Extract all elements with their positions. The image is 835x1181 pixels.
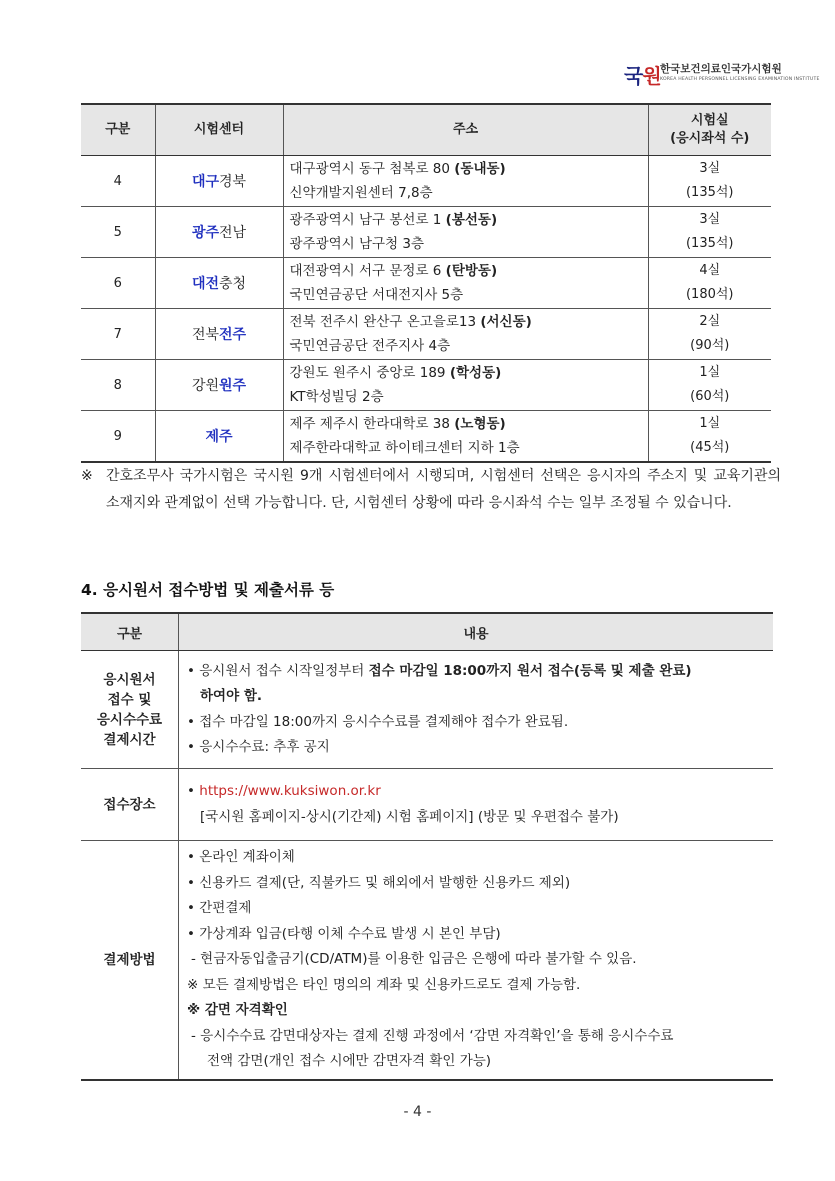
- address-line1: [290, 157, 647, 181]
- kuksiwon-website-link[interactable]: https://www.kuksiwon.or.kr: [199, 783, 381, 799]
- content-line: ※ 모든 결제방법은 타인 명의의 계좌 및 신용카드로도 결제 가능함.: [187, 976, 581, 993]
- content-line: [187, 779, 767, 805]
- page-number: - 4 -: [403, 1104, 432, 1120]
- center-region-suffix: 경북: [219, 174, 247, 190]
- label-line: 응시원서: [103, 671, 156, 688]
- table-row: [81, 258, 771, 309]
- room-count: 4실: [699, 263, 721, 278]
- center-address: [283, 411, 648, 463]
- bullet: •: [187, 783, 200, 799]
- center-city: 전주: [219, 327, 247, 343]
- center-name: [155, 258, 283, 309]
- seat-count: (60석): [690, 389, 730, 404]
- content-line: • 접수 마감일 18:00까지 응시수수료를 결제해야 접수가 완료됨.: [187, 713, 569, 730]
- room-seat-count: [648, 258, 771, 309]
- seat-count: (135석): [685, 236, 734, 251]
- table-header-row: [81, 104, 771, 156]
- seat-count: (135석): [685, 185, 734, 200]
- address-line1: [290, 412, 647, 436]
- row-number: 9: [81, 411, 155, 463]
- center-address: [283, 258, 648, 309]
- center-name: [155, 156, 283, 207]
- address-street: 전북 전주시 완산구 온고을로13: [289, 314, 481, 330]
- center-region-prefix: 강원: [191, 378, 219, 394]
- room-count: 1실: [699, 416, 721, 431]
- logo-mark-char1: 국: [624, 64, 643, 88]
- address-line1: [290, 361, 647, 385]
- center-region-suffix: 전남: [219, 225, 247, 241]
- center-name: [155, 309, 283, 360]
- address-street: 대전광역시 서구 문정로 6: [289, 263, 446, 279]
- center-address: [283, 207, 648, 258]
- room-seat-count: [648, 309, 771, 360]
- center-city: 제주: [205, 429, 233, 445]
- header-content: 내용: [179, 613, 774, 651]
- header-category: 구분: [81, 613, 179, 651]
- application-method-table: [81, 612, 773, 1081]
- room-count: 1실: [699, 365, 721, 380]
- center-name: [155, 411, 283, 463]
- content-line: • 가상계좌 입금(타행 이체 수수료 발생 시 본인 부담): [187, 925, 501, 942]
- header-rooms-line2: (응시좌석 수): [670, 131, 750, 146]
- address-line2: 국민연금공단 서대전지사 5층: [289, 287, 464, 303]
- content-line: • 응시수수료: 추후 공지: [187, 739, 330, 755]
- header-rooms: [648, 104, 771, 156]
- center-address: [283, 360, 648, 411]
- section-title: 4. 응시원서 접수방법 및 제출서류 등: [81, 581, 335, 599]
- center-city: 대전: [191, 276, 219, 292]
- text-span: • 응시원서 접수 시작일정부터: [187, 662, 369, 679]
- content-line: - 응시수수료 감면대상자는 결제 진행 과정에서 ‘감면 자격확인’을 통해 응시수수료: [191, 1027, 674, 1044]
- content-line: 하여야 함.: [200, 688, 262, 704]
- table-row: [81, 207, 771, 258]
- room-seat-count: [648, 156, 771, 207]
- header-center: 시험센터: [155, 104, 283, 156]
- address-street: 대구광역시 동구 첨복로 80: [289, 161, 455, 177]
- address-street: 광주광역시 남구 봉선로 1: [289, 212, 446, 228]
- address-line2: 제주한라대학교 하이테크센터 지하 1층: [289, 440, 520, 456]
- address-dong: (서신동): [480, 314, 532, 330]
- seat-count: (45석): [690, 440, 730, 455]
- bold-span: (등록 및 제출 완료): [573, 662, 692, 679]
- header-rooms-line1: 시험실: [690, 113, 729, 128]
- kuksiwon-logo: [624, 58, 820, 92]
- table-row: [81, 841, 773, 1080]
- header-address: 주소: [283, 104, 648, 156]
- logo-mark-char2: 원: [642, 64, 661, 88]
- address-dong: (동내동): [454, 161, 506, 177]
- row-label-payment: 결제방법: [81, 841, 179, 1080]
- logo-english-name: KOREA HEALTH PERSONNEL LICENSING EXAMINATION INSTITUTE: [660, 77, 820, 82]
- exam-center-note: [81, 463, 781, 517]
- label-line: 결제시간: [103, 731, 156, 748]
- row-number: 4: [81, 156, 155, 207]
- table-row: [81, 651, 773, 769]
- address-dong: (봉선동): [445, 212, 498, 228]
- center-name: [155, 207, 283, 258]
- label-line: 응시수수료: [96, 711, 163, 728]
- address-street: 강원도 원주시 중앙로 189: [289, 365, 450, 381]
- center-name: [155, 360, 283, 411]
- row-number: 6: [81, 258, 155, 309]
- room-count: 3실: [699, 161, 721, 176]
- header-category: 구분: [81, 104, 155, 156]
- logo-mark: [624, 60, 661, 89]
- bold-span: 접수 마감일 18:00까지 원서 접수: [368, 662, 574, 679]
- content-line: [187, 659, 767, 685]
- table-header-row: [81, 613, 773, 651]
- row-number: 7: [81, 309, 155, 360]
- center-city: 대구: [191, 174, 219, 190]
- table-row: [81, 156, 771, 207]
- address-dong: (학성동): [449, 365, 502, 381]
- content-line: • 간편결제: [187, 900, 252, 916]
- address-line2: KT학성빌딩 2층: [289, 389, 384, 405]
- content-line: - 현금자동입출금기(CD/ATM)를 이용한 입금은 은행에 따라 불가할 수 있음.: [191, 951, 637, 967]
- center-city: 광주: [191, 225, 219, 241]
- seat-count: (180석): [685, 287, 734, 302]
- room-seat-count: [648, 207, 771, 258]
- center-region-prefix: 전북: [191, 327, 219, 343]
- table-row: [81, 769, 773, 841]
- room-seat-count: [648, 411, 771, 463]
- exam-center-table: [81, 103, 771, 463]
- center-city: 원주: [219, 378, 247, 394]
- address-line2: 광주광역시 남구청 3층: [289, 236, 425, 252]
- row-number: 5: [81, 207, 155, 258]
- address-line2: 신약개발지원센터 7,8층: [289, 185, 433, 201]
- content-line: ※ 감면 자격확인: [187, 1002, 288, 1018]
- center-region-suffix: 충청: [219, 276, 247, 292]
- row-content-location: [179, 769, 774, 841]
- row-content-payment: [179, 841, 774, 1080]
- address-dong: (탄방동): [445, 263, 498, 279]
- seat-count: (90석): [690, 338, 730, 353]
- row-number: 8: [81, 360, 155, 411]
- label-line: 접수 및: [107, 691, 152, 708]
- center-address: [283, 156, 648, 207]
- logo-name: 한국보건의료인국가시험원: [660, 63, 782, 75]
- row-label-location: 접수장소: [81, 769, 179, 841]
- room-seat-count: [648, 360, 771, 411]
- content-line: 전액 감면(개인 접수 시에만 감면자격 확인 가능): [207, 1053, 492, 1069]
- address-line1: [290, 208, 647, 232]
- center-address: [283, 309, 648, 360]
- address-line1: [290, 259, 647, 283]
- table-row: [81, 309, 771, 360]
- row-content-application-time: [179, 651, 774, 769]
- content-line: • 신용카드 결제(단, 직불카드 및 해외에서 발행한 신용카드 제외): [187, 874, 571, 891]
- row-label-application-time: [81, 651, 179, 769]
- table-row: [81, 411, 771, 463]
- address-line2: 국민연금공단 전주지사 4층: [289, 338, 451, 354]
- content-line: [국시원 홈페이지-상시(기간제) 시험 홈페이지] (방문 및 우편접수 불가): [200, 808, 619, 825]
- address-street: 제주 제주시 한라대학로 38: [289, 416, 455, 432]
- table-row: [81, 360, 771, 411]
- note-text: 간호조무사 국가시험은 국시원 9개 시험센터에서 시행되며, 시험센터 선택은 응시자의 주소지 및 교육기관의 소재지와 관계없이 선택 가능합니다. 단, 시험센터 상황에 따라 응시좌석 수는 일부 조정될 수 있습니다.: [106, 468, 781, 511]
- room-count: 2실: [699, 314, 721, 329]
- note-mark: ※: [81, 468, 93, 484]
- address-line1: [290, 310, 647, 334]
- content-line: • 온라인 계좌이체: [187, 849, 295, 865]
- room-count: 3실: [699, 212, 721, 227]
- address-dong: (노형동): [454, 416, 506, 432]
